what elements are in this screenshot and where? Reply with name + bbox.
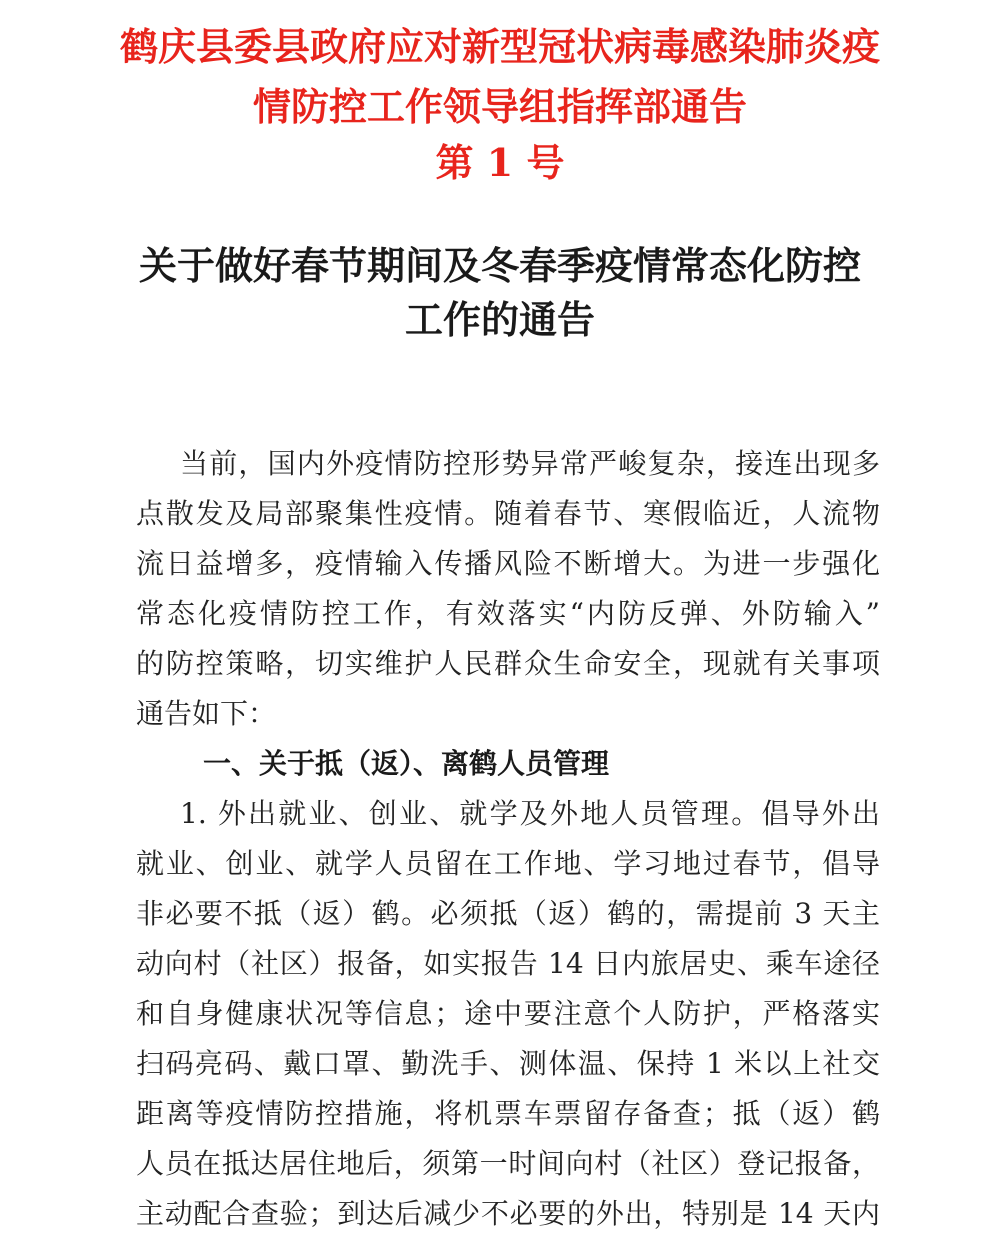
intro-paragraph-line: 点散发及局部聚集性疫情。随着春节、寒假临近，人流物 bbox=[136, 497, 880, 530]
item-1-paragraph-line: 动向村（社区）报备，如实报告 14 日内旅居史、乘车途径 bbox=[136, 947, 880, 980]
item-1-paragraph-line: 主动配合查验；到达后减少不必要的外出，特别是 14 天内 bbox=[136, 1197, 880, 1230]
document-title-line-1: 关于做好春节期间及冬春季疫情常态化防控 bbox=[138, 243, 861, 288]
section-1-heading: 一、关于抵（返）、离鹤人员管理 bbox=[203, 747, 610, 780]
header-title-line-2: 情防控工作领导组指挥部通告 bbox=[252, 84, 747, 129]
item-1-paragraph-line: 人员在抵达居住地后，须第一时间向村（社区）登记报备， bbox=[136, 1147, 880, 1180]
intro-paragraph-line: 流日益增多，疫情输入传播风险不断增大。为进一步强化 bbox=[136, 547, 880, 580]
intro-paragraph-line: 常态化疫情防控工作，有效落实“内防反弹、外防输入” bbox=[136, 597, 880, 630]
intro-paragraph-line: 通告如下： bbox=[136, 697, 277, 730]
item-1-paragraph-line: 和自身健康状况等信息；途中要注意个人防护，严格落实 bbox=[136, 997, 880, 1030]
item-1-paragraph-line: 距离等疫情防控措施，将机票车票留存备查；抵（返）鹤 bbox=[136, 1097, 880, 1130]
notice-number: 第 1 号 bbox=[435, 140, 565, 185]
item-1-paragraph-line: 就业、创业、就学人员留在工作地、学习地过春节，倡导 bbox=[136, 847, 880, 880]
intro-paragraph-line: 当前，国内外疫情防控形势异常严峻复杂，接连出现多 bbox=[180, 447, 880, 480]
item-1-paragraph-line: 非必要不抵（返）鹤。必须抵（返）鹤的，需提前 3 天主 bbox=[136, 897, 880, 930]
header-title-line-1: 鹤庆县委县政府应对新型冠状病毒感染肺炎疫 bbox=[119, 24, 880, 69]
item-1-paragraph-line: 扫码亮码、戴口罩、勤洗手、测体温、保持 1 米以上社交 bbox=[136, 1047, 880, 1080]
intro-paragraph-line: 的防控策略，切实维护人民群众生命安全，现就有关事项 bbox=[136, 647, 880, 680]
item-1-paragraph-line: 1. 外出就业、创业、就学及外地人员管理。倡导外出 bbox=[180, 797, 880, 830]
document-title-line-2: 工作的通告 bbox=[404, 297, 595, 342]
